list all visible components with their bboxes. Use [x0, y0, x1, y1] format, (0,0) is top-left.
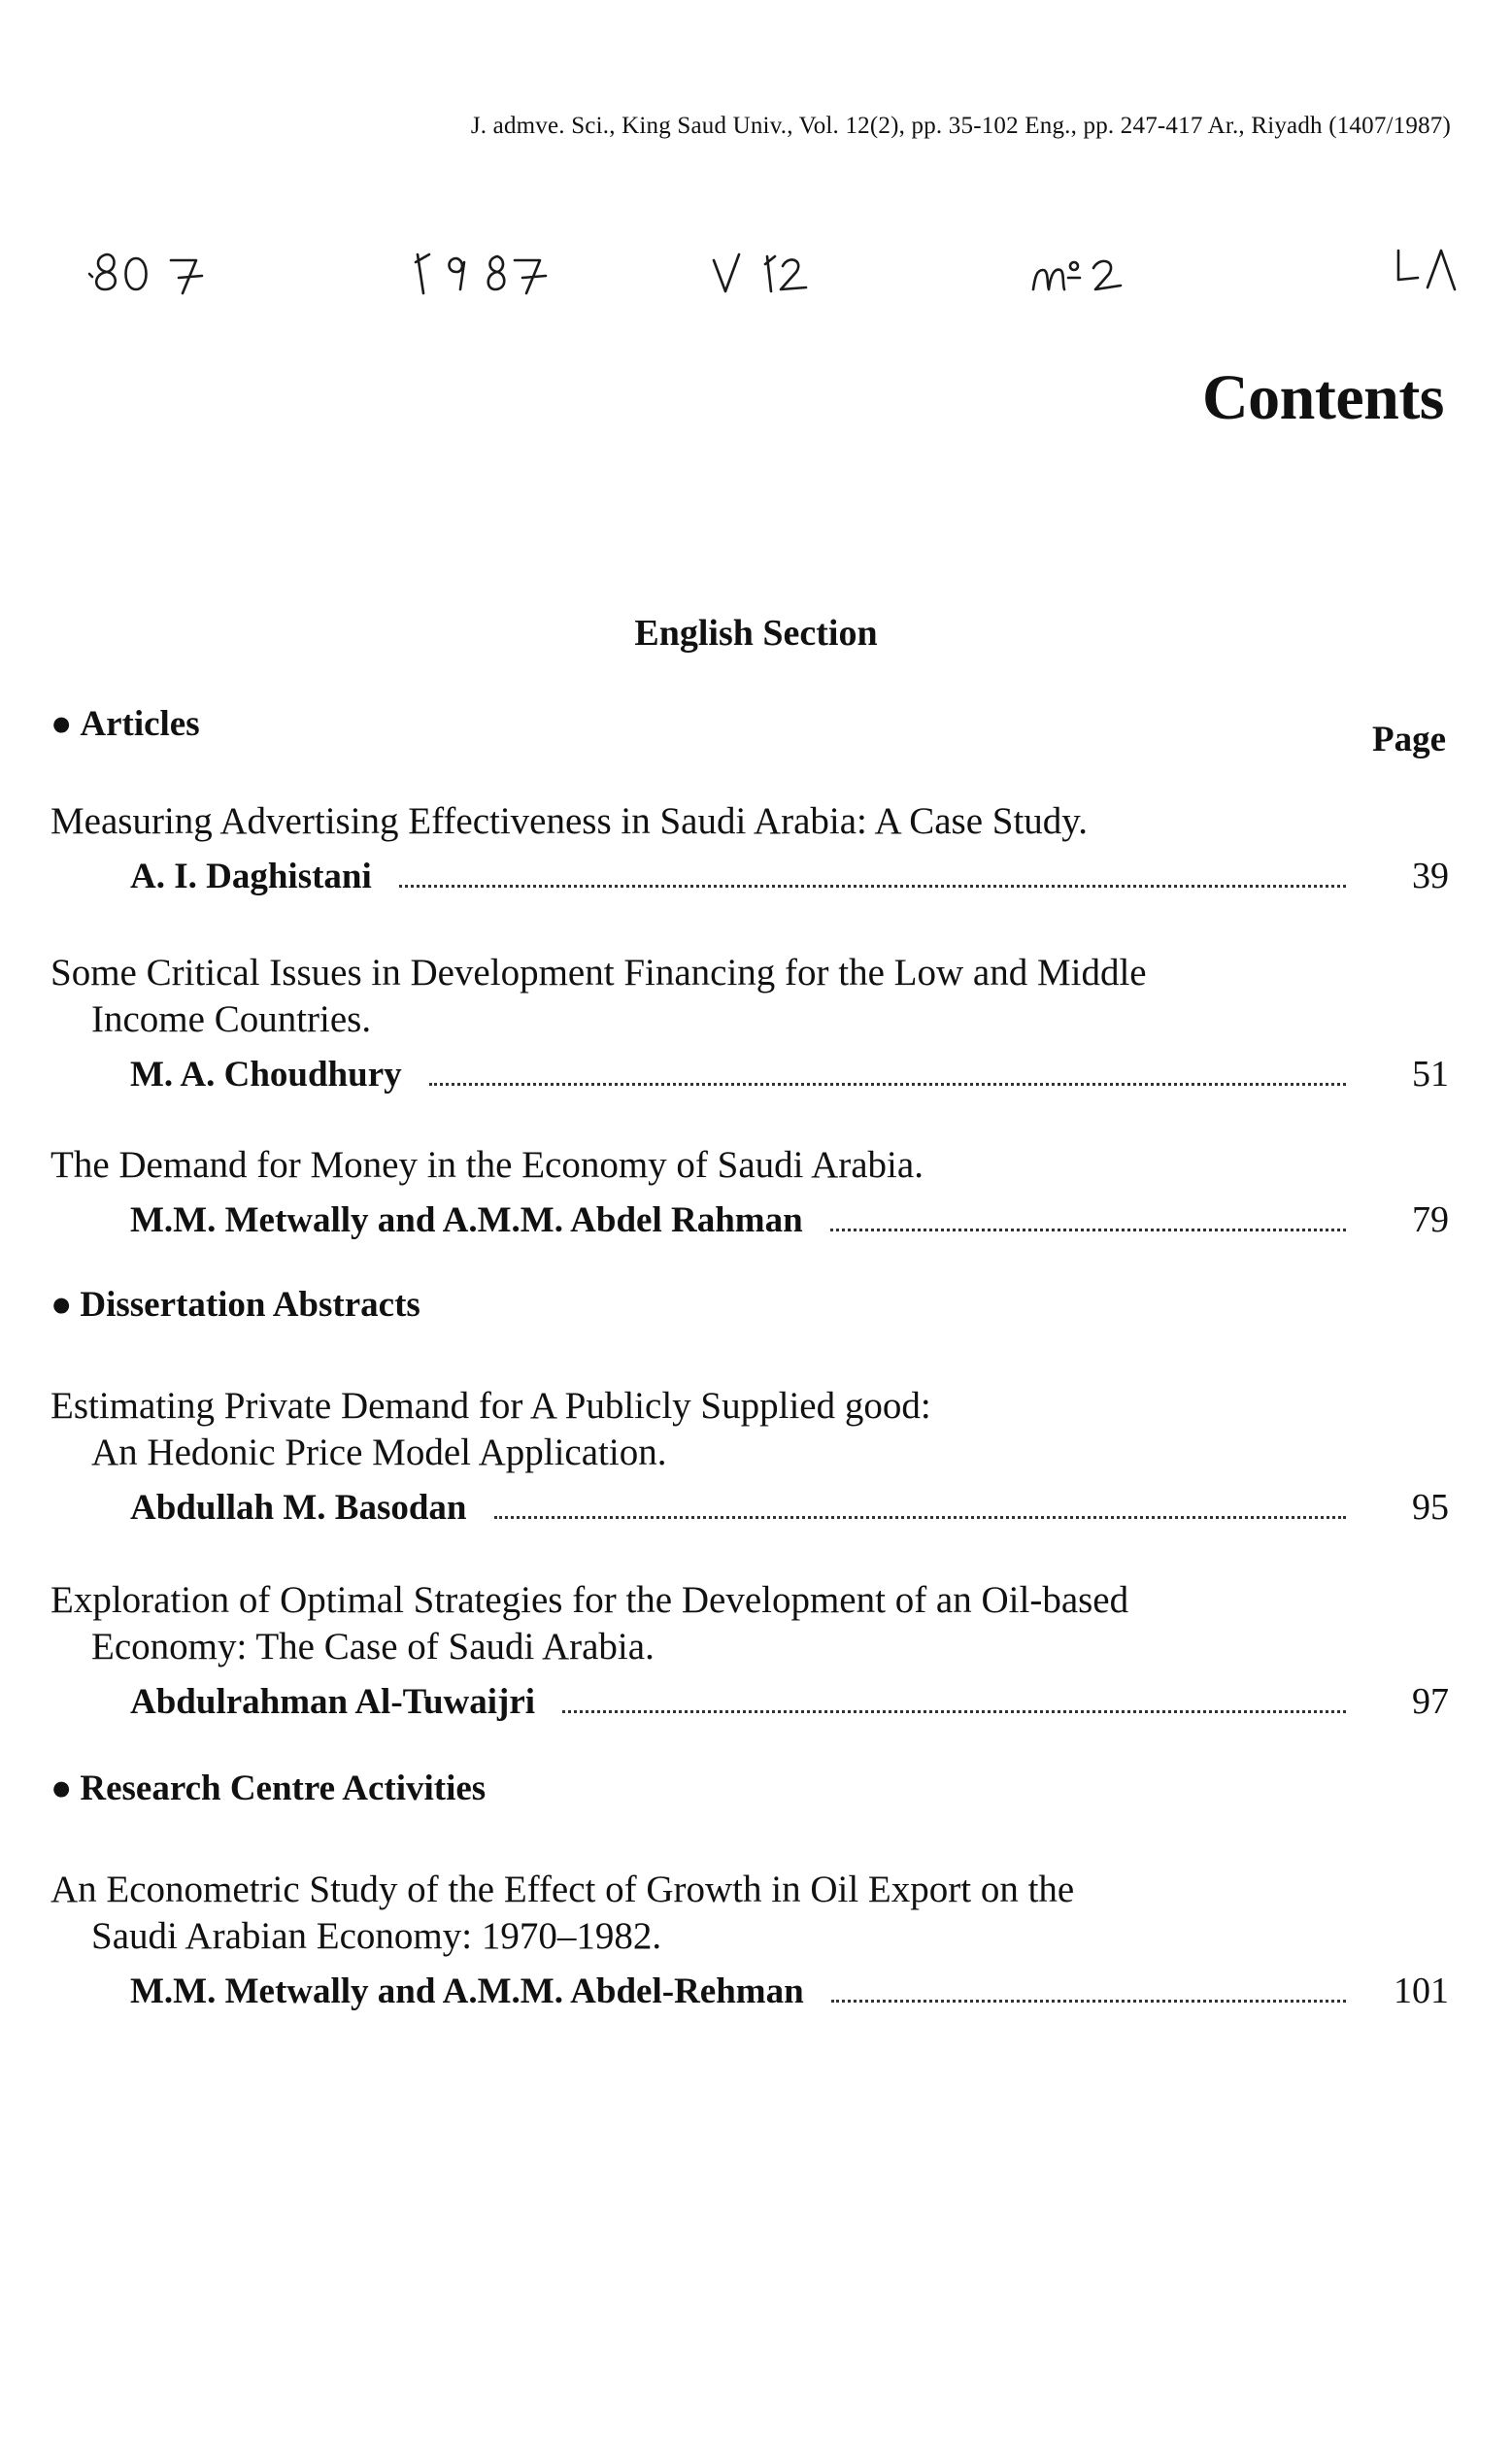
entry-title-line: Income Countries. [91, 998, 372, 1040]
entry-title-line: Estimating Private Demand for A Publicly Supplied good: [50, 1385, 931, 1427]
dot-leader [830, 1228, 1346, 1231]
dot-leader [429, 1082, 1346, 1086]
bullet-icon: ● [50, 704, 73, 744]
entry-author: M. A. Choudhury [130, 1055, 402, 1095]
journal-citation: J. admve. Sci., King Saud Univ., Vol. 12(2), pp. 35-102 Eng., pp. 247-417 Ar., Riyadh (1407/1987) [470, 113, 1451, 139]
dot-leader [562, 1709, 1346, 1713]
dot-leader [831, 1999, 1346, 2003]
dot-leader [399, 884, 1346, 888]
entry-author: Abdullah M. Basodan [130, 1488, 467, 1528]
entry-page-number: 101 [1394, 1971, 1449, 2011]
entry-title-line: Saudi Arabian Economy: 1970–1982. [91, 1915, 662, 1957]
entry-page-number: 79 [1412, 1199, 1449, 1240]
entry-title-line: An Econometric Study of the Effect of Growth in Oil Export on the [50, 1869, 1075, 1910]
toc-entry [50, 1142, 1449, 1241]
bullet-icon: ● [50, 1769, 73, 1808]
entry-author-row [50, 1189, 1449, 1241]
category-label: Dissertation Abstracts [80, 1285, 420, 1325]
handwriting-svg [0, 233, 1512, 320]
handwritten-note-3 [714, 254, 806, 291]
toc-entry [50, 1383, 1449, 1529]
toc-entry [50, 1867, 1449, 2012]
page-column-label: Page [1371, 720, 1446, 759]
dot-leader [494, 1515, 1347, 1519]
entry-page-number: 39 [1412, 856, 1449, 896]
toc-entry [50, 798, 1449, 897]
entry-page-number: 97 [1412, 1681, 1449, 1722]
entry-author-row [50, 1670, 1449, 1723]
entry-author-row [50, 1476, 1449, 1529]
handwritten-note-4 [1033, 261, 1121, 289]
category-articles [50, 703, 200, 745]
entry-author-row [50, 845, 1449, 897]
entry-title-line: Exploration of Optimal Strategies for the Development of an Oil-based [50, 1579, 1129, 1621]
category-research-centre-activities [50, 1768, 486, 1809]
entry-author: Abdulrahman Al-Tuwaijri [130, 1682, 536, 1722]
toc-entry [50, 1577, 1449, 1723]
page-title: Contents [1201, 362, 1444, 433]
entry-page-number: 51 [1412, 1054, 1449, 1095]
entry-author: M.M. Metwally and A.M.M. Abdel Rahman [130, 1200, 803, 1240]
category-dissertation-abstracts [50, 1284, 420, 1326]
category-label: Articles [80, 704, 200, 744]
handwritten-note-1 [89, 254, 202, 293]
entry-title-line: Measuring Advertising Effectiveness in Saudi Arabia: A Case Study. [50, 800, 1089, 842]
handwritten-note-5 [1398, 251, 1455, 289]
entry-page-number: 95 [1412, 1487, 1449, 1528]
entry-title-line: Some Critical Issues in Development Financing for the Low and Middle [50, 952, 1147, 994]
entry-author: A. I. Daghistani [130, 857, 372, 896]
entry-title-line: An Hedonic Price Model Application. [91, 1432, 667, 1473]
handwritten-note-2 [416, 254, 546, 293]
entry-title-line: The Demand for Money in the Economy of Saudi Arabia. [50, 1144, 924, 1186]
toc-entry [50, 950, 1449, 1095]
entry-title-line: Economy: The Case of Saudi Arabia. [91, 1626, 655, 1668]
bullet-icon: ● [50, 1285, 73, 1325]
entry-author: M.M. Metwally and A.M.M. Abdel-Rehman [130, 1971, 804, 2011]
section-heading: English Section [634, 613, 878, 654]
entry-author-row [50, 1043, 1449, 1095]
handwritten-annotations [0, 233, 1512, 320]
category-label: Research Centre Activities [80, 1769, 487, 1808]
entry-author-row [50, 1960, 1449, 2012]
